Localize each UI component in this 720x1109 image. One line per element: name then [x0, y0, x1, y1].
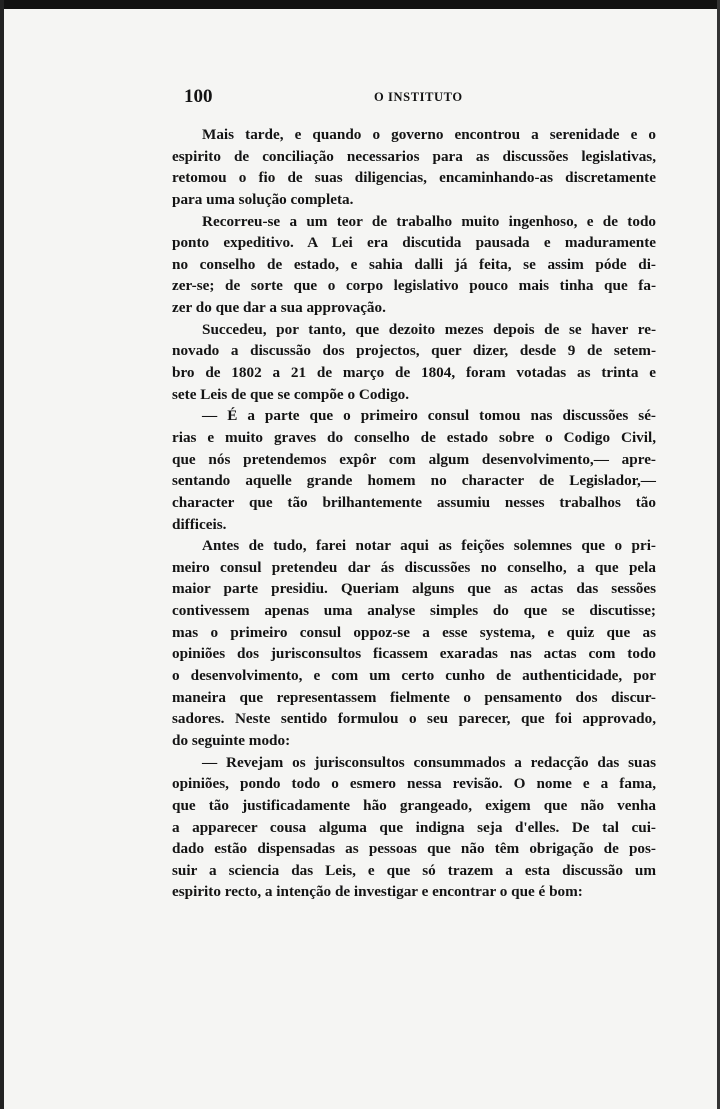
- text-line: — É a parte que o primeiro consul tomou nas discussões sé-: [202, 407, 656, 425]
- text-line: sentando aquelle grande homem no character de Legislador,—: [172, 472, 656, 490]
- text-line: do seguinte modo:: [172, 731, 291, 749]
- text-line: para uma solução completa.: [172, 190, 354, 208]
- text-line: ponto expeditivo. A Lei era discutida pausada e maduramente: [172, 234, 656, 252]
- text-line: Recorreu-se a um teor de trabalho muito ingenhoso, e de todo: [202, 212, 656, 230]
- text-line: Succedeu, por tanto, que dezoito mezes depois de se haver re-: [202, 320, 656, 338]
- text-line: opiniões, pondo todo o esmero nessa revisão. O nome e a fama,: [172, 775, 656, 793]
- text-line: a apparecer cousa alguma que indigna seja d'elles. De tal cui-: [172, 818, 656, 836]
- text-line: que nós pretendemos expôr com algum desenvolvimento,— apre-: [172, 450, 656, 468]
- paragraph: [172, 124, 656, 211]
- text-line: zer do que dar a sua approvação.: [172, 299, 386, 317]
- text-line: bro de 1802 a 21 de março de 1804, foram votadas as trinta e: [172, 364, 656, 382]
- text-line: zer-se; de sorte que o corpo legislativo pouco mais tinha que fa-: [172, 277, 656, 295]
- scan-border-top: [0, 0, 720, 9]
- text-line: Antes de tudo, farei notar aqui as feições solemnes que o pri-: [202, 537, 656, 555]
- paragraph: [172, 535, 656, 751]
- text-line: mas o primeiro consul oppoz-se a esse systema, e quiz que as: [172, 623, 656, 641]
- paragraph: [172, 405, 656, 535]
- text-line: no conselho de estado, e sahia dalli já feita, se assim póde di-: [172, 255, 656, 273]
- text-line: espirito recto, a intenção de investigar e encontrar o que é bom:: [172, 883, 583, 901]
- running-title: O INSTITUTO: [374, 90, 463, 104]
- text-line: maneira que representassem fielmente o pensamento dos discur-: [172, 688, 656, 706]
- text-line: opiniões dos jurisconsultos ficassem exaradas nas actas com todo: [172, 645, 656, 663]
- text-line: dado estão dispensadas as pessoas que não têm obrigação de pos-: [172, 840, 656, 858]
- text-line: sete Leis de que se compõe o Codigo.: [172, 385, 410, 403]
- page-number: 100: [184, 86, 213, 107]
- text-line: maior parte presidiu. Queriam alguns que as actas das sessões: [172, 580, 656, 598]
- text-line: difficeis.: [172, 515, 227, 533]
- text-line: retomou o fio de suas diligencias, encaminhando-as discretamente: [172, 169, 656, 187]
- body-text: [172, 124, 656, 903]
- paragraph: [172, 211, 656, 319]
- paragraph: [172, 752, 656, 903]
- text-line: contivessem apenas uma analyse simples do que se discutisse;: [172, 602, 656, 620]
- text-line: meiro consul pretendeu dar ás discussões no conselho, a que pela: [172, 558, 656, 576]
- text-line: novado a discussão dos projectos, quer dizer, desde 9 de setem-: [172, 342, 656, 360]
- text-line: espirito de conciliação necessarios para as discussões legislativas,: [172, 147, 656, 165]
- text-line: character que tão brilhantemente assumiu nesses trabalhos tão: [172, 493, 656, 511]
- paragraph: [172, 319, 656, 406]
- text-line: sadores. Neste sentido formulou o seu parecer, que foi approvado,: [172, 710, 656, 728]
- text-line: que tão justificadamente hão grangeado, exigem que não venha: [172, 796, 656, 814]
- text-line: — Revejam os jurisconsultos consummados a redacção das suas: [202, 753, 656, 771]
- page-header: [184, 86, 654, 108]
- text-line: o desenvolvimento, e com um certo cunho de authenticidade, por: [172, 667, 656, 685]
- scan-border-left: [0, 0, 4, 1109]
- text-line: suir a sciencia das Leis, e que só trazem a esta discussão um: [172, 861, 656, 879]
- text-line: Mais tarde, e quando o governo encontrou a serenidade e o: [202, 126, 656, 143]
- text-line: rias e muito graves do conselho de estado sobre o Codigo Civil,: [172, 428, 656, 446]
